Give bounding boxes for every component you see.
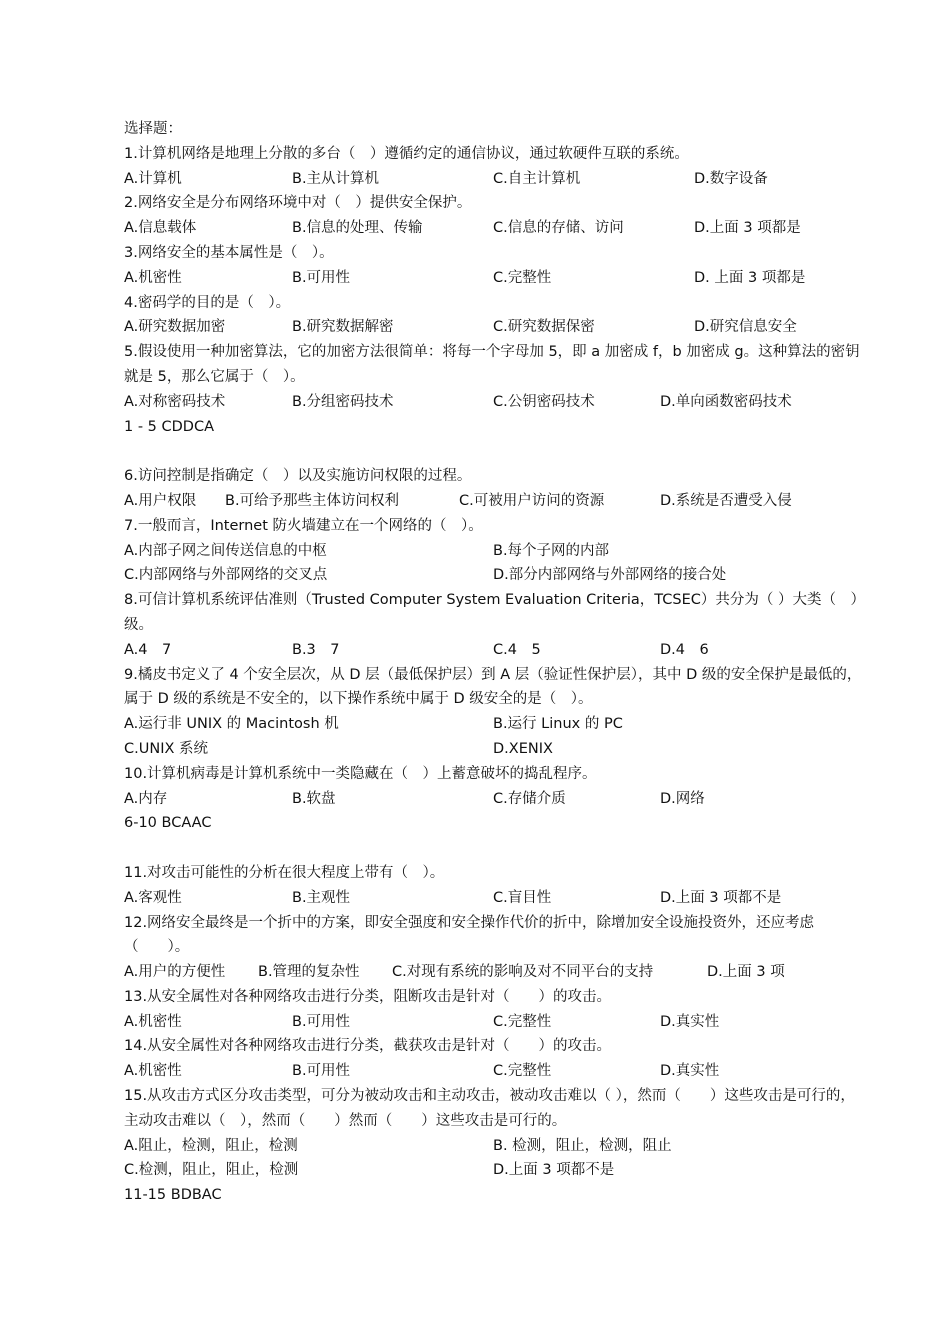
- option-c: C.信息的存储、访问: [493, 220, 624, 237]
- option-a: A.机密性: [124, 1013, 182, 1030]
- option-row: [124, 390, 864, 415]
- option-b: B.运行 Linux 的 PC: [493, 716, 623, 733]
- option-c: C.存储介质: [493, 790, 566, 807]
- option-c: C.研究数据保密: [493, 319, 595, 336]
- option-b: B.主观性: [292, 889, 351, 906]
- option-c: C.自主计算机: [493, 170, 581, 187]
- option-c: C.完整性: [493, 1063, 552, 1080]
- option-a: A.研究数据加密: [124, 319, 226, 336]
- option-b: D.部分内部网络与外部网络的接合处: [493, 567, 727, 584]
- option-b: B.3 7: [292, 641, 340, 658]
- question-text: 6.访问控制是指确定（ ）以及实施访问权限的过程。: [124, 468, 472, 485]
- question-text: 14.从安全属性对各种网络攻击进行分类，截获攻击是针对（ ）的攻击。: [124, 1038, 612, 1055]
- question-text: 1.计算机网络是地理上分散的多台（ ）遵循约定的通信协议，通过软硬件互联的系统。: [124, 145, 689, 162]
- question-text: 4.密码学的目的是（ ）。: [124, 294, 291, 311]
- option-a: C.内部网络与外部网络的交叉点: [124, 567, 328, 584]
- option-row: [124, 1010, 864, 1035]
- option-c: C.4 5: [493, 641, 541, 658]
- answer-key-6-10: 6-10 BCAAC: [124, 815, 212, 832]
- option-row: [124, 1134, 864, 1159]
- option-b: B.可用性: [292, 1013, 351, 1030]
- option-b: B.可用性: [292, 269, 351, 286]
- option-a: A.对称密码技术: [124, 393, 226, 410]
- option-b: B.每个子网的内部: [493, 542, 610, 559]
- option-row: [124, 712, 864, 737]
- option-b: B.软盘: [292, 790, 336, 807]
- option-b: B.主从计算机: [292, 170, 380, 187]
- option-c: C.对现有系统的影响及对不同平台的支持: [392, 964, 654, 981]
- option-c: C.可被用户访问的资源: [459, 492, 605, 509]
- option-a: A.客观性: [124, 889, 182, 906]
- option-a: A.计算机: [124, 170, 182, 187]
- document-page: [124, 117, 864, 1208]
- option-d: D.上面 3 项: [707, 964, 785, 981]
- option-d: D.4 6: [660, 641, 709, 658]
- option-a: C.UNIX 系统: [124, 740, 209, 757]
- question-text: 13.从安全属性对各种网络攻击进行分类，阻断攻击是针对（ ）的攻击。: [124, 988, 612, 1005]
- option-b: D.XENIX: [493, 740, 553, 757]
- question-text: 12.网络安全最终是一个折中的方案，即安全强度和安全操作代价的折中，除增加安全设施投资外，还应考虑（ ）。: [124, 914, 815, 956]
- option-b: B.管理的复杂性: [258, 964, 360, 981]
- option-d: D.网络: [660, 790, 705, 807]
- option-b: B.信息的处理、传输: [292, 220, 423, 237]
- question-text: 9.橘皮书定义了 4 个安全层次，从 D 层（最低保护层）到 A 层（验证性保护层），其中 D 级的安全保护是最低的，属于 D 级的系统是不安全的，以下操作系统中属于 D 级安全的是（ ）。: [124, 666, 862, 708]
- option-row: [124, 737, 864, 762]
- spacer: [124, 836, 864, 861]
- option-b: B.研究数据解密: [292, 319, 394, 336]
- question-text: 10.计算机病毒是计算机系统中一类隐藏在（ ）上蓄意破坏的捣乱程序。: [124, 765, 597, 782]
- option-d: D. 上面 3 项都是: [694, 269, 806, 286]
- option-d: D.上面 3 项都不是: [660, 889, 782, 906]
- option-c: C.完整性: [493, 1013, 552, 1030]
- option-a: A.信息载体: [124, 220, 197, 237]
- option-a: A.用户权限: [124, 492, 197, 509]
- option-a: A.内存: [124, 790, 168, 807]
- option-d: D.系统是否遭受入侵: [660, 492, 792, 509]
- option-row: [124, 167, 864, 192]
- option-row: [124, 216, 864, 241]
- option-row: [124, 886, 864, 911]
- option-a: C.检测，阻止，阻止，检测: [124, 1162, 299, 1179]
- option-row: [124, 1158, 864, 1183]
- option-row: [124, 563, 864, 588]
- option-row: [124, 960, 864, 985]
- option-a: A.4 7: [124, 641, 172, 658]
- question-text: 3.网络安全的基本属性是（ ）。: [124, 244, 334, 261]
- option-a: A.机密性: [124, 1063, 182, 1080]
- option-d: D.单向函数密码技术: [660, 393, 792, 410]
- option-d: D.数字设备: [694, 170, 768, 187]
- question-text: 8.可信计算机系统评估准则（Trusted Computer System Evaluation Criteria，TCSEC）共分为（ ）大类（ ）级。: [124, 592, 858, 633]
- option-b: B. 检测，阻止，检测，阻止: [493, 1137, 672, 1154]
- option-c: C.公钥密码技术: [493, 393, 595, 410]
- option-a: A.机密性: [124, 269, 182, 286]
- question-text: 11.对攻击可能性的分析在很大程度上带有（ ）。: [124, 864, 445, 881]
- option-b: B.可给予那些主体访问权利: [225, 492, 400, 509]
- option-a: A.内部子网之间传送信息的中枢: [124, 542, 327, 559]
- question-group-1-5: [124, 142, 864, 415]
- option-row: [124, 787, 864, 812]
- option-b: B.分组密码技术: [292, 393, 394, 410]
- answer-key-1-5: 1 - 5 CDDCA: [124, 418, 215, 435]
- option-b: D.上面 3 项都不是: [493, 1162, 615, 1179]
- question-text: 2.网络安全是分布网络环境中对（ ）提供安全保护。: [124, 195, 472, 212]
- option-a: A.用户的方便性: [124, 964, 226, 981]
- question-text: 15.从攻击方式区分攻击类型，可分为被动攻击和主动攻击，被动攻击难以（ ），然而（ ）这些攻击是可行的，主动攻击难以（ ），然而（ ）然而（ ）这些攻击是可行的。: [124, 1088, 855, 1129]
- section-heading: 选择题：: [124, 121, 182, 137]
- question-group-11-15: [124, 861, 864, 1183]
- option-d: D.上面 3 项都是: [694, 220, 801, 237]
- option-d: D.真实性: [660, 1013, 720, 1030]
- question-group-6-10: [124, 464, 864, 811]
- question-text: 5.假设使用一种加密算法，它的加密方法很简单：将每一个字母加 5，即 a 加密成 f，b 加密成 g。这种算法的密钥就是 5，那么它属于（ ）。: [124, 344, 860, 385]
- option-d: D.研究信息安全: [694, 319, 797, 336]
- spacer: [124, 439, 864, 464]
- option-row: [124, 266, 864, 291]
- option-b: B.可用性: [292, 1063, 351, 1080]
- option-c: C.完整性: [493, 269, 552, 286]
- option-d: D.真实性: [660, 1063, 720, 1080]
- option-row: [124, 638, 864, 663]
- option-row: [124, 539, 864, 564]
- option-c: C.盲目性: [493, 889, 552, 906]
- question-text: 7.一般而言，Internet 防火墙建立在一个网络的（ ）。: [124, 517, 483, 534]
- answer-key-11-15: 11-15 BDBAC: [124, 1187, 222, 1204]
- option-a: A.阻止，检测，阻止，检测: [124, 1137, 298, 1154]
- option-row: [124, 1059, 864, 1084]
- option-a: A.运行非 UNIX 的 Macintosh 机: [124, 716, 339, 733]
- option-row: [124, 315, 864, 340]
- option-row: [124, 489, 864, 514]
